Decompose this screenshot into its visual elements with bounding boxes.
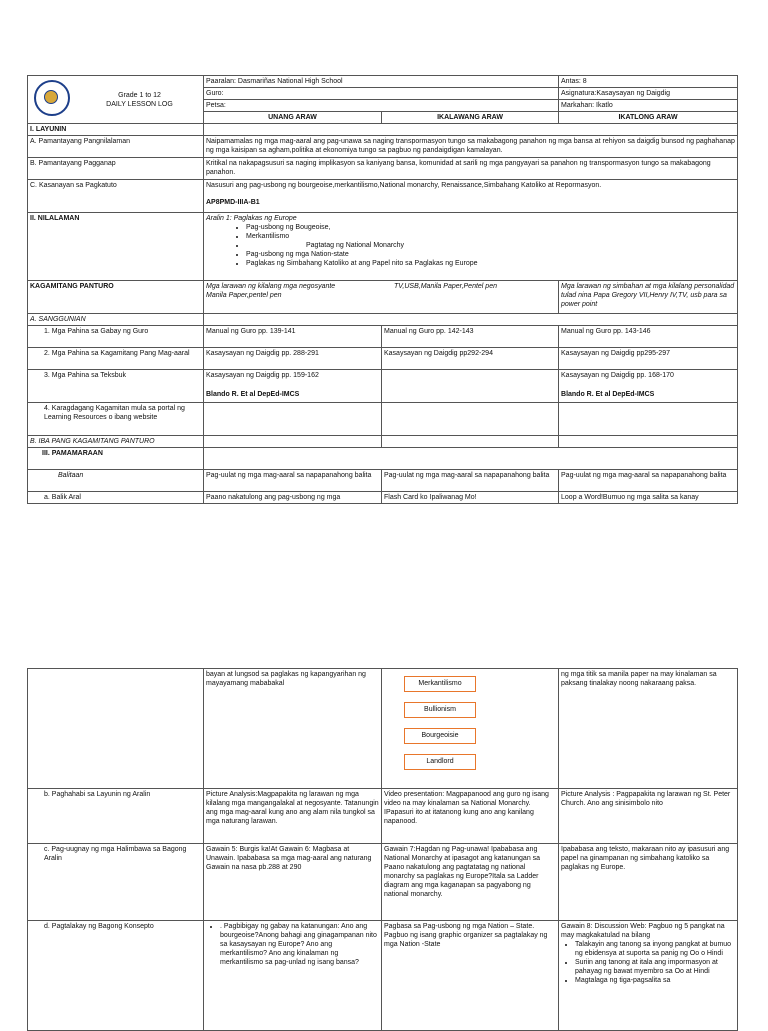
balitaan-day1: Pag-uulat ng mga mag-aaral sa napapanahong balita <box>204 470 382 492</box>
kagamitang-mag-aaral-day2: Kasaysayan ng Daigdig pp292-294 <box>382 348 559 370</box>
pagtalakay-day3-list <box>561 940 735 985</box>
balitaan-day2: Pag-uulat ng mga mag-aaral sa napapanahong balita <box>382 470 559 492</box>
kagamitan-day1-b: Manila Paper,pentel pen <box>206 292 282 299</box>
kagamitang-mag-aaral-day1: Kasaysayan ng Daigdig pp. 288-291 <box>204 348 382 370</box>
nilalaman-title: Aralin 1: Paglakas ng Europe <box>206 215 297 222</box>
lesson-log-table <box>27 75 738 504</box>
pamantayang-pagganap-label: B. Pamantayang Pagganap <box>28 158 204 180</box>
list-item: • Suriin ang tanong at itala ang impormasyon at pahayag ng bawat myembro sa Oo at Hindi <box>575 958 735 976</box>
gabay-guro-day2: Manual ng Guro pp. 142-143 <box>382 326 559 348</box>
kagamitang-mag-aaral-label: 2. Mga Pahina sa Kagamitang Pang Mag-aaral <box>28 348 204 370</box>
day-2-header: IKALAWANG ARAW <box>382 112 559 124</box>
kagamitan-label: KAGAMITANG PANTURO <box>28 281 204 314</box>
nilalaman-list <box>206 223 735 268</box>
word-box: Bourgeoisie <box>404 728 476 744</box>
lesson-log-table-continued <box>27 668 738 1031</box>
nilalaman-heading: II. NILALAMAN <box>28 213 204 281</box>
pagtalakay-day3-head: Gawain 8: Discussion Web: Pagbuo ng 5 pangkat na may magkakatulad na bilang <box>561 923 725 939</box>
day-3-header: IKATLONG ARAW <box>559 112 738 124</box>
balik-aral-day2: Flash Card ko Ipaliwanag Mo! <box>382 492 559 504</box>
balitaan-day3: Pag-uulat ng mga mag-aaral sa napapanahong balita <box>559 470 738 492</box>
pag-uugnay-day3: Ipababasa ang teksto, makaraan nito ay ipasusuri ang papel na ginampanan ng simbahang katoliko sa paglakas ng Europe. <box>559 844 738 921</box>
teksbuk-day2 <box>382 370 559 403</box>
pag-uugnay-label: c. Pag-uugnay ng mga Halimbawa sa Bagong Aralin <box>28 844 204 921</box>
pagtalakay-day2: Pagbasa sa Pag-usbong ng mga Nation – State. Pagbuo ng isang graphic organizer sa pagtalakay ng mga Nation -State <box>382 921 559 1031</box>
markahan-field: Markahan: Ikatlo <box>559 100 738 112</box>
kagamitan-day2: TV,USB,Manila Paper,Pentel pen <box>394 283 497 290</box>
list-item: • . Pagbibigay ng gabay na katanungan: Ano ang bourgeoise?Anong bahagi ang ginagampanan nito sa kasaysayan ng Europe? Ano ang merkantilismo? Ano ang kinalaman ng merkantilismo sa pag-unlad ng isang bansa? <box>220 922 379 967</box>
pag-uugnay-day1: Gawain 5: Burgis ka!At Gawain 6: Magbasa at Unawain. Ipababasa sa mga mag-aaral ang naturang Gawain na nasa pb.288 at 290 <box>204 844 382 921</box>
lesson-log-page-2 <box>27 668 737 1031</box>
teksbuk-author-day1: Blando R. Et al DepEd-IMCS <box>206 391 300 398</box>
list-item: • Merkantilismo <box>246 232 735 241</box>
word-box: Merkantilismo <box>404 676 476 692</box>
lesson-log-page-1 <box>27 75 737 504</box>
kagamitan-day3: Mga larawan ng simbahan at mga kilalang personalidad tulad nina Papa Gregory VII,Henry IV,TV, usb para sa power point <box>559 281 738 314</box>
pagtalakay-day1-list <box>206 922 379 967</box>
layunin-heading: I. LAYUNIN <box>28 124 204 136</box>
balik-aral-day1: Paano nakatulong ang pag-usbong ng mga <box>204 492 382 504</box>
list-item: • Magtalaga ng tiga-pagsalita sa <box>575 976 735 985</box>
gabay-guro-day3: Manual ng Guro pp. 143-146 <box>559 326 738 348</box>
list-item: • Pag-usbong ng Bougeoise, <box>246 223 735 232</box>
teksbuk-day1: Kasaysayan ng Daigdig pp. 159-162 <box>206 372 319 379</box>
pamantayang-pangnilalaman-text: Naipamamalas ng mga mag-aaral ang pag-unawa sa naging transpormasyon tungo sa makabagong panahon ng mga bansa at rehiyon sa daigdig bunsod ng paghahanap ng mga kaisipan sa agham,politika at ekonomiya tungo sa pagbuo ng pandaigdigan kamalayan. <box>204 136 738 158</box>
balik-aral-day3: Loop a Word!Bumuo ng mga salita sa kanay <box>559 492 738 504</box>
petsa-field: Petsa: <box>204 100 559 112</box>
grade-label: Grade 1 to 12 <box>118 92 161 99</box>
balitaan-label: Balitaan <box>28 470 204 492</box>
guro-field: Guro: <box>204 88 559 100</box>
paghahabi-label: b. Paghahabi sa Layunin ng Aralin <box>28 789 204 844</box>
kasanayan-text: Nasusuri ang pag-usbong ng bourgeoise,merkantilismo,National monarchy, Renaissance,Simbahang Katoliko at Repormasyon. <box>206 182 602 189</box>
kasanayan-code: AP8PMD-IIIA-B1 <box>206 199 260 206</box>
paaralan-field: Paaralan: Dasmariñas National High School <box>204 76 559 88</box>
header-title-cell <box>28 76 204 124</box>
pamamaraan-heading: III. PAMAMARAAN <box>28 448 204 470</box>
balik-aral-cont-day1: bayan at lungsod sa paglakas ng kapangyarihan ng mayayamang mababakal <box>204 669 382 789</box>
asignatura-field: Asignatura:Kasaysayan ng Daigdig <box>559 88 738 100</box>
list-item: • Pagtatag ng National Monarchy <box>246 241 735 250</box>
gabay-guro-day1: Manual ng Guro pp. 139-141 <box>204 326 382 348</box>
paghahabi-day1: Picture Analysis:Magpapakita ng larawan ng mga kilalang mga mangangalakal at negosyante. Tatanungin ang mga mag-aaral kung ano ang alam nila tungkol sa mga naturang larawan. <box>204 789 382 844</box>
sanggunian-heading: A. SANGGUNIAN <box>28 314 204 326</box>
antas-field: Antas: 8 <box>559 76 738 88</box>
gabay-guro-label: 1. Mga Pahina sa Gabay ng Guro <box>28 326 204 348</box>
kasanayan-label: C. Kasanayan sa Pagkatuto <box>28 180 204 213</box>
pagtalakay-label: d. Pagtalakay ng Bagong Konsepto <box>28 921 204 1031</box>
pamantayang-pagganap-text: Kritikal na nakapagsusuri sa naging implikasyon sa kaniyang bansa, komunidad at sarili ng mga pangyayari sa panahon ng transpormasyon tungo sa makabagong panahon. <box>204 158 738 180</box>
kagamitang-mag-aaral-day3: Kasaysayan ng Daigdig pp295-297 <box>559 348 738 370</box>
balik-aral-cont-day3: ng mga titik sa manila paper na may kinalaman sa paksang tinalakay noong nakaraang paksa. <box>559 669 738 789</box>
pag-uugnay-day2: Gawain 7:Hagdan ng Pag-unawa! Ipababasa ang National Monarchy at ipasagot ang katanungan sa Paano nakatulong ang pagtatatag ng national monarchy sa paglakas ng Europe?Itala sa Ladder diagram ang mga kaganapan sa pagyabong ng national monarchy. <box>382 844 559 921</box>
karagdagang-kagamitan-label: 4. Karagdagang Kagamitan mula sa portal ng Learning Resources o ibang website <box>28 403 204 436</box>
word-box: Landlord <box>404 754 476 770</box>
day-1-header: UNANG ARAW <box>204 112 382 124</box>
balik-aral-label: a. Balik Aral <box>28 492 204 504</box>
pamantayang-pangnilalaman-label: A. Pamantayang Pangnilalaman <box>28 136 204 158</box>
word-box: Bullionism <box>404 702 476 718</box>
iba-pang-kagamitan-heading: B. IBA PANG KAGAMITANG PANTURO <box>28 436 204 448</box>
list-item: • Talakayin ang tanong sa inyong pangkat at bumuo ng ebidensya at suporta sa panig ng Oo o Hindi <box>575 940 735 958</box>
paghahabi-day2: Video presentation: Magpapanood ang guro ng isang video na may kinalaman sa National Monarchy. IPapasuri ito at itatanong kung ano ang kanilang napanood. <box>382 789 559 844</box>
paghahabi-day3: Picture Analysis : Pagpapakita ng larawan ng St. Peter Church. Ano ang sinisimbolo nito <box>559 789 738 844</box>
teksbuk-author-day3: Blando R. Et al DepEd-IMCS <box>561 391 655 398</box>
kagamitan-day1: Mga larawan ng kilalang mga negosyante <box>206 283 336 290</box>
list-item: • Paglakas ng Simbahang Katoliko at ang Papel nito sa Paglakas ng Europe <box>246 259 735 268</box>
deped-seal-icon <box>34 80 70 116</box>
teksbuk-day3: Kasaysayan ng Daigdig pp. 168-170 <box>561 372 674 379</box>
list-item: • Pag-usbong ng mga Nation-state <box>246 250 735 259</box>
balik-aral-boxes <box>382 669 559 789</box>
teksbuk-label: 3. Mga Pahina sa Teksbuk <box>28 370 204 403</box>
log-title: DAILY LESSON LOG <box>106 101 173 108</box>
